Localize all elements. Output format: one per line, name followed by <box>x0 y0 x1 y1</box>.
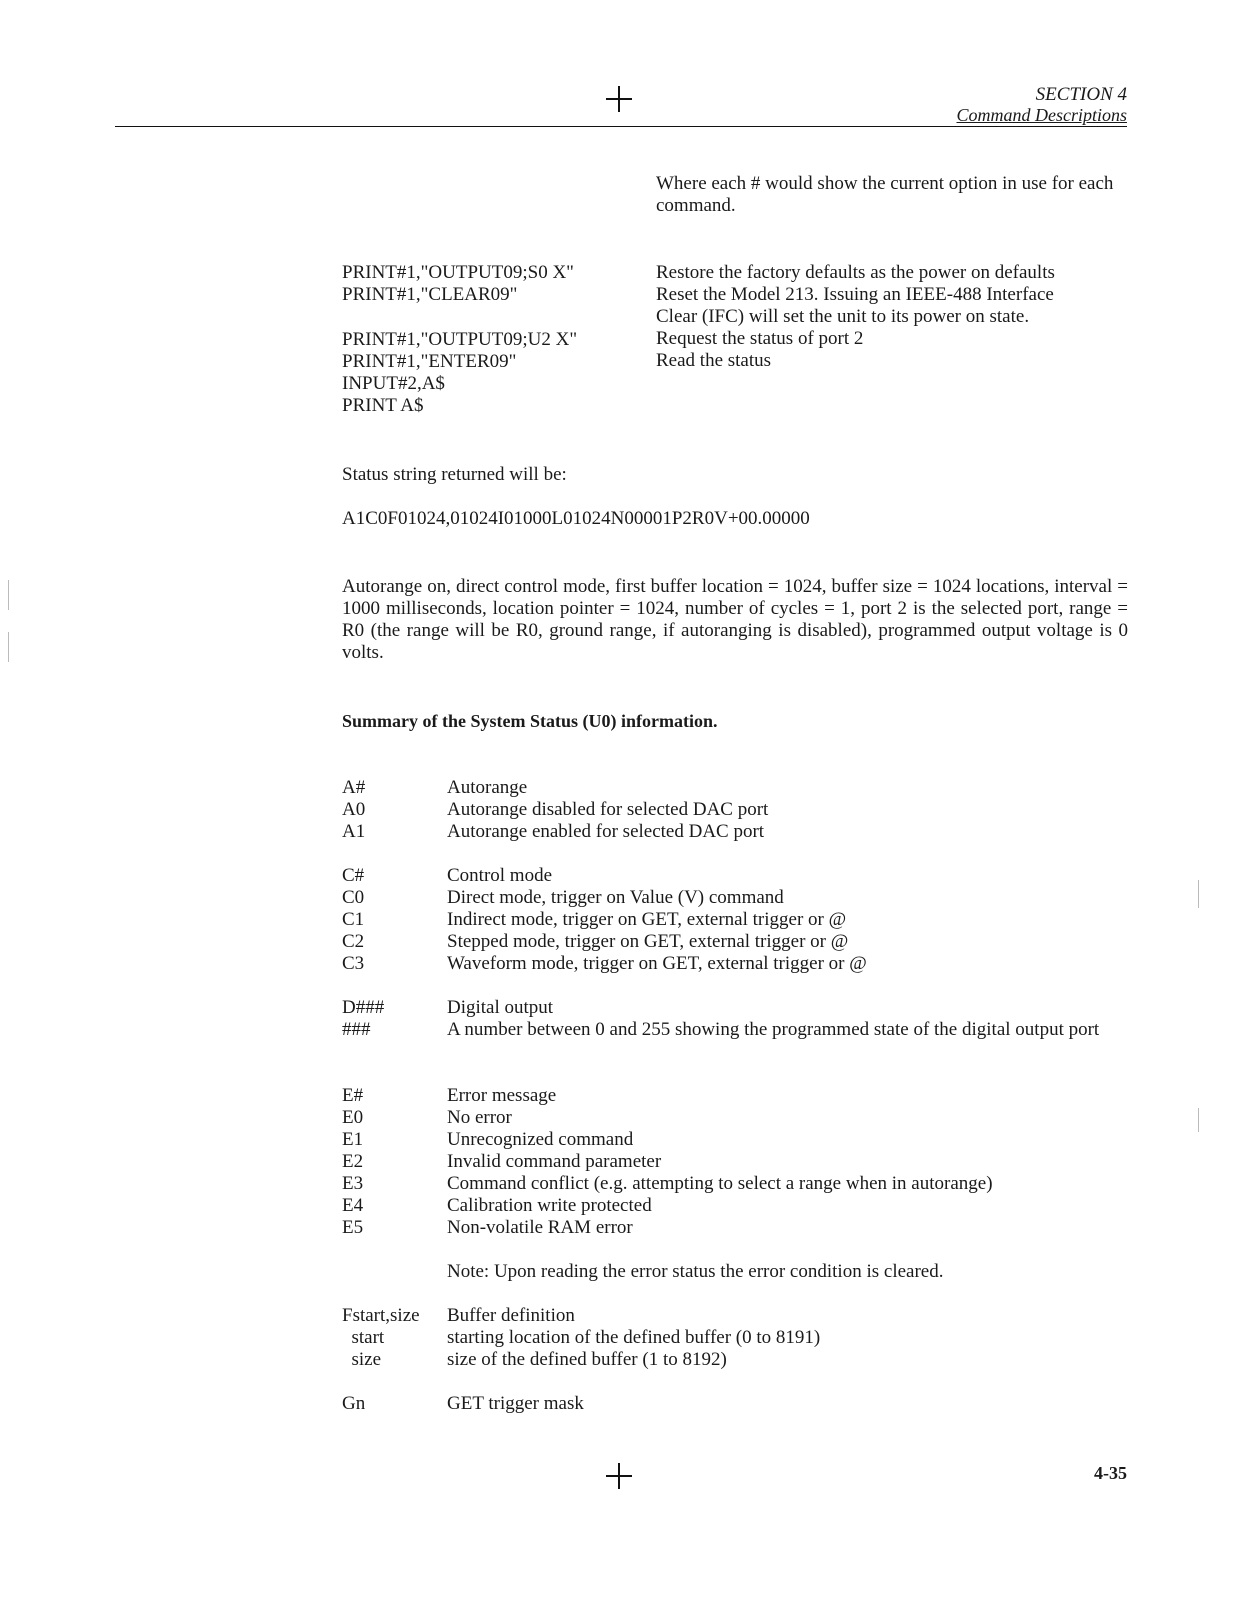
status-code: A1 <box>342 821 366 842</box>
code-line: PRINT#1,"ENTER09" <box>342 351 517 372</box>
status-code: Gn <box>342 1393 366 1414</box>
status-meaning: Waveform mode, trigger on GET, external trigger or @ <box>447 953 867 974</box>
status-code <box>342 1261 447 1283</box>
code-line: PRINT#1,"CLEAR09" <box>342 284 518 305</box>
status-code: E5 <box>342 1217 364 1238</box>
status-explanation: Autorange on, direct control mode, first buffer location = 1024, buffer size = 1024 locations, interval = 1000 milliseconds, location pointer = 1024, number of cycles = 1, port 2 is the selected port, range = R0 (the range will be R0, ground range, if autoranging is disabled), programmed output voltage is 0 volts. <box>342 576 1128 663</box>
status-code: C# <box>342 865 365 886</box>
table-row <box>342 865 1132 887</box>
table-row <box>342 1151 1132 1173</box>
group-spacer <box>342 1063 1132 1085</box>
table-row <box>342 1019 1132 1063</box>
table-row <box>342 909 1132 931</box>
status-meaning: Command conflict (e.g. attempting to select a range when in autorange) <box>447 1173 993 1194</box>
group-spacer <box>342 975 1132 997</box>
page-number: 4-35 <box>1094 1463 1127 1483</box>
table-row <box>342 953 1132 975</box>
table-row <box>342 1261 1132 1283</box>
table-row <box>342 1195 1132 1217</box>
status-code: E# <box>342 1085 364 1106</box>
table-row <box>342 821 1132 843</box>
status-meaning: Indirect mode, trigger on GET, external trigger or @ <box>447 909 847 930</box>
description-line: Reset the Model 213. Issuing an IEEE-488 Interface <box>656 284 1054 305</box>
status-meaning: Direct mode, trigger on Value (V) command <box>447 887 784 908</box>
table-row <box>342 1327 1132 1349</box>
scan-artifact <box>1198 880 1199 908</box>
group-spacer <box>342 1371 1132 1393</box>
code-block-1 <box>342 262 574 306</box>
description-line: Read the status <box>656 350 772 371</box>
status-meaning: Note: Upon reading the error status the error condition is cleared. <box>447 1261 944 1282</box>
status-code: E0 <box>342 1107 364 1128</box>
code-block-2 <box>342 329 577 417</box>
table-row <box>342 1129 1132 1151</box>
group-spacer <box>342 843 1132 865</box>
summary-heading: Summary of the System Status (U0) information. <box>342 711 718 731</box>
table-row <box>342 1305 1132 1327</box>
status-code: D### <box>342 997 385 1018</box>
status-code: A0 <box>342 799 366 820</box>
status-code: C2 <box>342 931 365 952</box>
status-code: E2 <box>342 1151 364 1172</box>
status-label: Status string returned will be: <box>342 464 567 485</box>
table-row <box>342 1107 1132 1129</box>
status-meaning: A number between 0 and 255 showing the programmed state of the digital output port <box>447 1019 1100 1040</box>
status-meaning: Digital output <box>447 997 554 1018</box>
status-meaning: Unrecognized command <box>447 1129 634 1150</box>
status-meaning: Stepped mode, trigger on GET, external trigger or @ <box>447 931 849 952</box>
description-line: Restore the factory defaults as the power on defaults <box>656 262 1055 283</box>
status-code: A# <box>342 777 366 798</box>
table-row <box>342 1349 1132 1371</box>
status-meaning: Error message <box>447 1085 557 1106</box>
status-code: size <box>342 1349 382 1370</box>
description-line: Clear (IFC) will set the unit to its power on state. <box>656 306 1030 327</box>
registration-mark-bottom <box>606 1463 632 1489</box>
code-descriptions <box>656 262 1126 372</box>
table-row <box>342 931 1132 953</box>
section-title: SECTION 4 <box>1035 84 1127 105</box>
table-row <box>342 1085 1132 1107</box>
status-code: Fstart,size <box>342 1305 420 1326</box>
status-code: C1 <box>342 909 365 930</box>
status-code: C3 <box>342 953 365 974</box>
status-meaning: starting location of the defined buffer (0 to 8191) <box>447 1327 821 1348</box>
status-meaning: No error <box>447 1107 512 1128</box>
group-spacer <box>342 1239 1132 1261</box>
status-meaning: Invalid command parameter <box>447 1151 662 1172</box>
table-row <box>342 1217 1132 1239</box>
table-row <box>342 799 1132 821</box>
status-code: C0 <box>342 887 365 908</box>
scan-artifact <box>8 632 9 662</box>
registration-mark-top <box>606 86 632 112</box>
status-code: start <box>342 1327 385 1348</box>
table-row <box>342 1173 1132 1195</box>
status-meaning: Control mode <box>447 865 553 886</box>
status-code: ### <box>342 1019 371 1040</box>
page-header <box>957 84 1128 126</box>
scan-artifact <box>8 580 9 610</box>
status-string: A1C0F01024,01024I01000L01024N00001P2R0V+00.00000 <box>342 508 810 529</box>
status-meaning: Autorange disabled for selected DAC port <box>447 799 769 820</box>
table-row <box>342 887 1132 909</box>
status-code: E4 <box>342 1195 364 1216</box>
code-line: PRINT#1,"OUTPUT09;S0 X" <box>342 262 574 283</box>
status-meaning: Autorange enabled for selected DAC port <box>447 821 765 842</box>
code-line: PRINT A$ <box>342 395 424 416</box>
status-code: E3 <box>342 1173 364 1194</box>
status-meaning: Calibration write protected <box>447 1195 652 1216</box>
table-row <box>342 1393 1132 1415</box>
header-rule <box>115 126 1127 127</box>
scan-artifact <box>1198 1108 1199 1132</box>
status-meaning: Autorange <box>447 777 528 798</box>
description-line: Request the status of port 2 <box>656 328 864 349</box>
status-meaning: size of the defined buffer (1 to 8192) <box>447 1349 727 1370</box>
status-meaning: GET trigger mask <box>447 1393 584 1414</box>
table-row <box>342 997 1132 1019</box>
status-code: E1 <box>342 1129 364 1150</box>
status-meaning: Non-volatile RAM error <box>447 1217 633 1238</box>
section-subtitle: Command Descriptions <box>956 105 1127 125</box>
code-line: INPUT#2,A$ <box>342 373 445 394</box>
intro-note: Where each # would show the current option in use for each command. <box>656 173 1114 216</box>
status-summary-table <box>342 777 1132 1415</box>
code-line: PRINT#1,"OUTPUT09;U2 X" <box>342 329 578 350</box>
group-spacer <box>342 1283 1132 1305</box>
table-row <box>342 777 1132 799</box>
status-meaning: Buffer definition <box>447 1305 575 1326</box>
